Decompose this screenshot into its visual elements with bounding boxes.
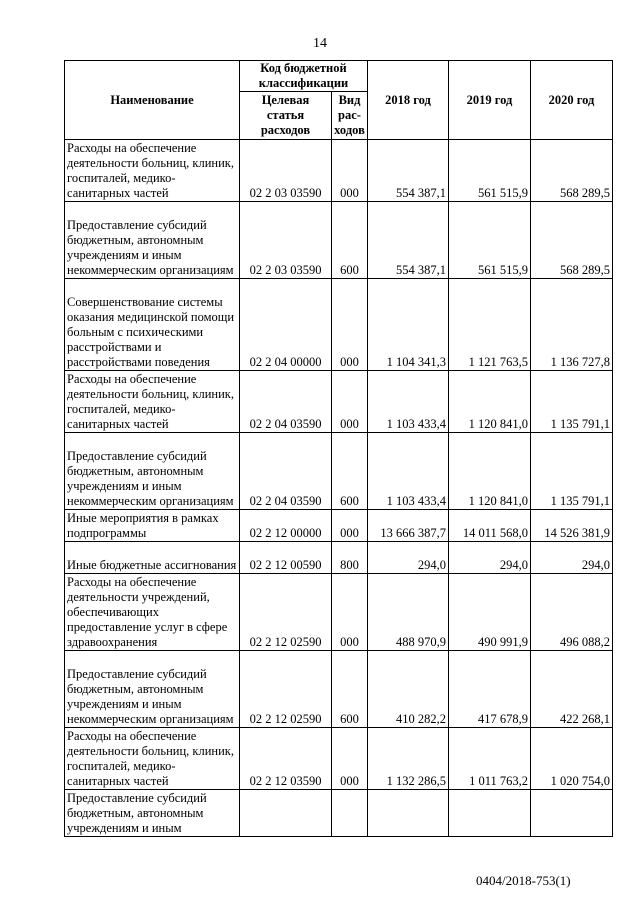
- row-expense-type: 000: [332, 574, 368, 651]
- row-expense-type: 800: [332, 542, 368, 574]
- document-code: 0404/2018-753(1): [476, 873, 571, 888]
- header-name: Наименование: [65, 61, 240, 140]
- row-name: Расходы на обеспечение деятельности больниц, клиник, госпиталей, медико-санитарных частей: [65, 371, 240, 433]
- row-value-2019: 294,0: [449, 542, 531, 574]
- row-expense-type: 000: [332, 279, 368, 371]
- table-row: [65, 371, 613, 433]
- table-row: [65, 140, 613, 202]
- row-value-2020: 14 526 381,9: [531, 510, 613, 542]
- row-target-article: 02 2 12 02590: [240, 651, 332, 728]
- table-row: [65, 790, 613, 837]
- row-value-2019: 1 011 763,2: [449, 728, 531, 790]
- row-target-article: 02 2 04 03590: [240, 371, 332, 433]
- budget-table: [64, 60, 613, 837]
- row-value-2020: 568 289,5: [531, 140, 613, 202]
- row-value-2018: 13 666 387,7: [368, 510, 449, 542]
- table-row: [65, 728, 613, 790]
- row-value-2019: 1 121 763,5: [449, 279, 531, 371]
- row-value-2018: 1 103 433,4: [368, 371, 449, 433]
- row-value-2020: 294,0: [531, 542, 613, 574]
- row-value-2020: [531, 790, 613, 837]
- row-name: Расходы на обеспечение деятельности больниц, клиник, госпиталей, медико-санитарных частей: [65, 140, 240, 202]
- row-value-2018: 554 387,1: [368, 202, 449, 279]
- table-row: [65, 279, 613, 371]
- table-body: [65, 140, 613, 837]
- row-expense-type: 600: [332, 433, 368, 510]
- table-row: [65, 651, 613, 728]
- row-target-article: [240, 790, 332, 837]
- row-value-2018: 294,0: [368, 542, 449, 574]
- row-value-2018: 410 282,2: [368, 651, 449, 728]
- row-value-2019: 417 678,9: [449, 651, 531, 728]
- row-value-2020: 496 088,2: [531, 574, 613, 651]
- page-number: 14: [313, 36, 327, 51]
- row-expense-type: 000: [332, 371, 368, 433]
- row-expense-type: 000: [332, 510, 368, 542]
- row-target-article: 02 2 03 03590: [240, 202, 332, 279]
- table-row: [65, 433, 613, 510]
- row-value-2018: [368, 790, 449, 837]
- row-name: Иные мероприятия в рамках подпрограммы: [65, 510, 240, 542]
- row-name: Предоставление субсидий бюджетным, автономным учреждениям и иным некоммерческим организациям: [65, 651, 240, 728]
- header-expense-type: Вид рас-ходов: [332, 92, 368, 140]
- row-value-2019: 561 515,9: [449, 140, 531, 202]
- row-value-2018: 1 132 286,5: [368, 728, 449, 790]
- header-target-article: Целевая статья расходов: [240, 92, 332, 140]
- table-row: [65, 574, 613, 651]
- header-2018: 2018 год: [368, 61, 449, 140]
- row-expense-type: 000: [332, 140, 368, 202]
- header-2019: 2019 год: [449, 61, 531, 140]
- row-name: Иные бюджетные ассигнования: [65, 542, 240, 574]
- row-target-article: 02 2 12 02590: [240, 574, 332, 651]
- row-value-2018: 1 103 433,4: [368, 433, 449, 510]
- row-value-2020: 422 268,1: [531, 651, 613, 728]
- row-value-2020: 1 136 727,8: [531, 279, 613, 371]
- row-expense-type: [332, 790, 368, 837]
- row-value-2019: 561 515,9: [449, 202, 531, 279]
- row-name: Совершенствование системы оказания медицинской помощи больным с психическими расстройствами и расстройствами поведения: [65, 279, 240, 371]
- row-name: Предоставление субсидий бюджетным, автономным учреждениям и иным некоммерческим организациям: [65, 433, 240, 510]
- row-name: Предоставление субсидий бюджетным, автономным учреждениям и иным: [65, 790, 240, 837]
- table-row: [65, 542, 613, 574]
- row-target-article: 02 2 12 00590: [240, 542, 332, 574]
- row-value-2019: 1 120 841,0: [449, 433, 531, 510]
- row-value-2020: 1 135 791,1: [531, 371, 613, 433]
- header-kbk: Код бюджетной классификации: [240, 61, 368, 92]
- row-value-2020: 1 020 754,0: [531, 728, 613, 790]
- row-value-2018: 1 104 341,3: [368, 279, 449, 371]
- row-value-2020: 568 289,5: [531, 202, 613, 279]
- row-expense-type: 000: [332, 728, 368, 790]
- row-value-2019: [449, 790, 531, 837]
- row-name: Расходы на обеспечение деятельности учреждений, обеспечивающих предоставление услуг в сфере здравоохранения: [65, 574, 240, 651]
- row-name: Предоставление субсидий бюджетным, автономным учреждениям и иным некоммерческим организациям: [65, 202, 240, 279]
- header-2020: 2020 год: [531, 61, 613, 140]
- row-target-article: 02 2 12 00000: [240, 510, 332, 542]
- row-name: Расходы на обеспечение деятельности больниц, клиник, госпиталей, медико-санитарных частей: [65, 728, 240, 790]
- row-expense-type: 600: [332, 202, 368, 279]
- row-target-article: 02 2 04 03590: [240, 433, 332, 510]
- row-value-2019: 1 120 841,0: [449, 371, 531, 433]
- table-row: [65, 202, 613, 279]
- row-target-article: 02 2 03 03590: [240, 140, 332, 202]
- row-value-2020: 1 135 791,1: [531, 433, 613, 510]
- table-row: [65, 510, 613, 542]
- row-value-2018: 554 387,1: [368, 140, 449, 202]
- row-value-2019: 14 011 568,0: [449, 510, 531, 542]
- row-value-2018: 488 970,9: [368, 574, 449, 651]
- row-value-2019: 490 991,9: [449, 574, 531, 651]
- row-expense-type: 600: [332, 651, 368, 728]
- row-target-article: 02 2 04 00000: [240, 279, 332, 371]
- row-target-article: 02 2 12 03590: [240, 728, 332, 790]
